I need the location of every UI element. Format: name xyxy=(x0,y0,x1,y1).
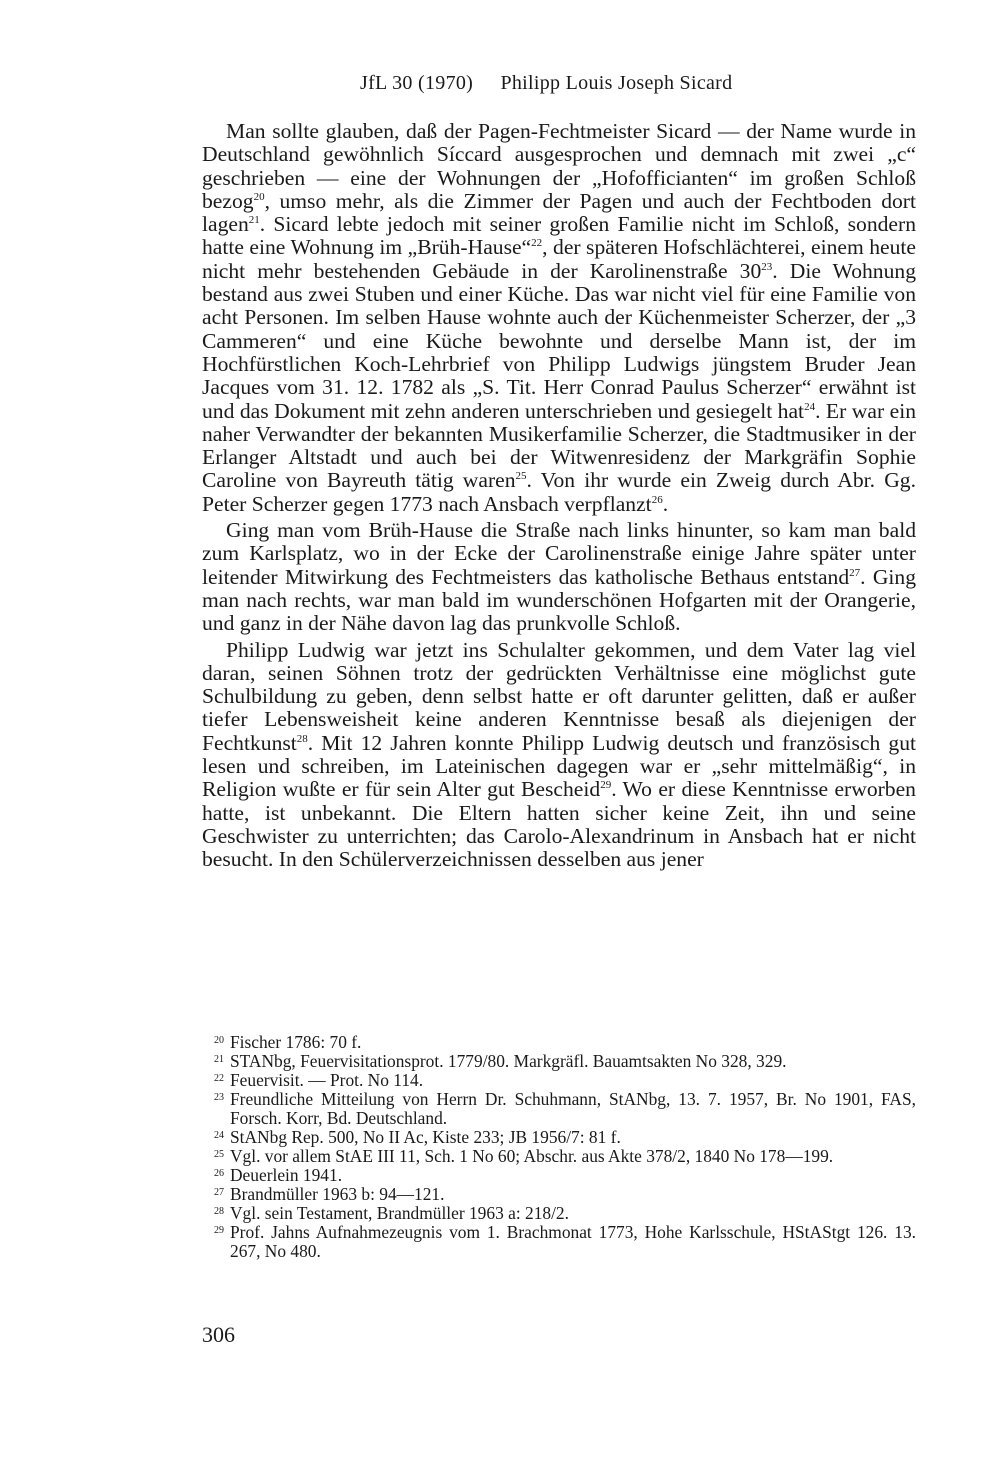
paragraph-text: . Er war ein naher Verwandter der bekannten Musikerfamilie Scherzer, die Stadtmusiker in der Erlanger Altstadt und auch bei der Witwenresidenz der Markgräfin Sophie Caroline von Bayreuth tätig waren xyxy=(202,398,916,493)
paragraph-text: , umso mehr, als die Zimmer der Pagen und auch der Fechtboden dort lagen xyxy=(202,188,916,237)
paragraph-text: . Mit 12 Jahren konnte Philipp Ludwig deutsch und französisch gut lesen und schreiben, im Lateinischen dagegen war er „sehr mittelmäßig“, in Religion wußte er für sein Alter gut Bescheid xyxy=(202,730,916,802)
footnote-number: 27 xyxy=(214,1187,224,1198)
footnote-text: STANbg, Feuervisitationsprot. 1779/80. Markgräfl. Bauamtsakten No 328, 329. xyxy=(230,1051,787,1071)
footnote-number: 21 xyxy=(214,1054,224,1065)
paragraph-text: . Von ihr wurde ein Zweig durch Abr. Gg. Peter Scherzer gegen 1773 nach Ansbach verpflanzt xyxy=(202,468,916,516)
footnote xyxy=(202,1204,916,1223)
footnote-text: Fischer 1786: 70 f. xyxy=(230,1032,362,1052)
paragraph-text: . Ging man nach rechts, war man bald im wunderschönen Hofgarten mit der Orangerie, und ganz in der Nähe davon lag das prunkvolle Schloß. xyxy=(202,564,917,636)
paragraph xyxy=(202,519,916,635)
footnote xyxy=(202,1185,916,1204)
footnote-reference: 22 xyxy=(531,237,543,250)
footnote-reference: 24 xyxy=(804,400,816,413)
footnote-number: 26 xyxy=(214,1168,224,1179)
footnote-number: 23 xyxy=(214,1092,224,1103)
paragraph-text: . Sicard lebte jedoch mit seiner großen Familie nicht im Schloß, sondern hatte eine Wohnung im „Brüh-Hause“ xyxy=(202,212,916,260)
footnote-number: 28 xyxy=(214,1206,224,1217)
footnote-reference: 27 xyxy=(849,566,861,579)
footnote xyxy=(202,1090,916,1128)
footnote-reference: 21 xyxy=(248,214,260,226)
footnote xyxy=(202,1033,916,1052)
footnote-text: Feuervisit. — Prot. No 114. xyxy=(230,1070,424,1090)
article-title: Philipp Louis Joseph Sicard xyxy=(500,72,733,94)
footnote-reference: 20 xyxy=(253,190,265,203)
footnote xyxy=(202,1223,916,1261)
paragraph-text: . Wo er diese Kenntnisse erworben hatte, ist unbekannt. Die Eltern hatten sicher keine Zeit, ihn und seine Geschwister zu unterrichten; das Carolo-Alexandrinum in Ansbach hat er nicht besucht. In den Schülerverzeichnissen desselben aus jener xyxy=(202,777,916,872)
footnote-text: Prof. Jahns Aufnahmezeugnis vom 1. Brachmonat 1773, Hohe Karlsschule, HStAStgt 126. 13. 267, No 480. xyxy=(230,1222,916,1261)
footnote-reference: 28 xyxy=(296,732,308,745)
footnote-reference: 26 xyxy=(651,493,663,506)
footnote-text: StANbg Rep. 500, No II Ac, Kiste 233; JB 1956/7: 81 f. xyxy=(230,1127,621,1147)
footnote-text: Vgl. vor allem StAE III 11, Sch. 1 No 60; Abschr. aus Akte 378/2, 1840 No 178—199. xyxy=(230,1146,834,1166)
footnote xyxy=(202,1052,916,1071)
footnote xyxy=(202,1071,916,1090)
body-text xyxy=(202,120,916,875)
footnote-number: 24 xyxy=(214,1130,224,1141)
footnote-text: Vgl. sein Testament, Brandmüller 1963 a: 218/2. xyxy=(230,1203,569,1223)
footnotes xyxy=(202,1033,916,1261)
footnote-number: 20 xyxy=(214,1035,224,1046)
journal-reference: JfL 30 (1970) xyxy=(360,72,474,94)
footnote-reference: 25 xyxy=(515,470,527,483)
paragraph-text: . xyxy=(662,491,669,516)
footnote-number: 25 xyxy=(214,1149,224,1160)
paragraph-text: Man sollte glauben, daß der Pagen-Fechtmeister Sicard — der Name wurde in Deutschland gewöhnlich Síccard ausgesprochen und demnach mit zwei „c“ geschrieben — eine der Wohnungen der „Hofofficianten“ im großen Schloß bezog xyxy=(202,119,916,213)
footnote-reference: 29 xyxy=(600,779,612,792)
paragraph xyxy=(202,639,916,872)
paragraph xyxy=(202,120,916,516)
paragraph-text: , der späteren Hofschlächterei, einem heute nicht mehr bestehenden Gebäude in der Karolinenstraße 30 xyxy=(202,235,917,283)
footnote-number: 29 xyxy=(214,1225,224,1236)
paragraph-text: . Die Wohnung bestand aus zwei Stuben und einer Küche. Das war nicht viel für eine Familie von acht Personen. Im selben Hause wohnte auch der Küchenmeister Scherzer, der „3 Cammeren“ und eine Küche bewohnte und derselbe Mann ist, der im Hochfürstlichen Koch-Lehrbrief von Philipp Ludwigs jüngstem Bruder Jean Jacques vom 31. 12. 1782 als „S. Tit. Herr Conrad Paulus Scherzer“ erwähnt ist und das Dokument mit zehn anderen unterschrieben und gesiegelt hat xyxy=(202,258,916,423)
paragraph-text: Philipp Ludwig war jetzt ins Schulalter gekommen, und dem Vater lag viel daran, seinen Söhnen trotz der gedrückten Verhältnisse eine möglichst gute Schulbildung zu geben, denn selbst hatte er oft darunter gelitten, daß er außer tiefer Lebensweisheit keine anderen Kenntnisse besaß als diejenigen der Fechtkunst xyxy=(202,637,916,755)
footnote-text: Freundliche Mitteilung von Herrn Dr. Schuhmann, StANbg, 13. 7. 1957, Br. No 1901, FAS, Forsch. Korr, Bd. Deutschland. xyxy=(230,1089,916,1128)
footnote-text: Brandmüller 1963 b: 94—121. xyxy=(230,1184,445,1204)
paragraph-text: Ging man vom Brüh-Hause die Straße nach links hinunter, so kam man bald zum Karlsplatz, wo in der Ecke der Carolinenstraße einige Jahre später unter leitender Mitwirkung des Fechtmeisters das katholische Bethaus entstand xyxy=(202,518,916,589)
footnote-reference: 23 xyxy=(761,260,773,273)
footnote-number: 22 xyxy=(214,1073,224,1084)
footnote-text: Deuerlein 1941. xyxy=(230,1165,343,1185)
footnote xyxy=(202,1128,916,1147)
page-number: 306 xyxy=(202,1322,235,1347)
footnote xyxy=(202,1166,916,1185)
footnote xyxy=(202,1147,916,1166)
running-head xyxy=(360,72,780,95)
